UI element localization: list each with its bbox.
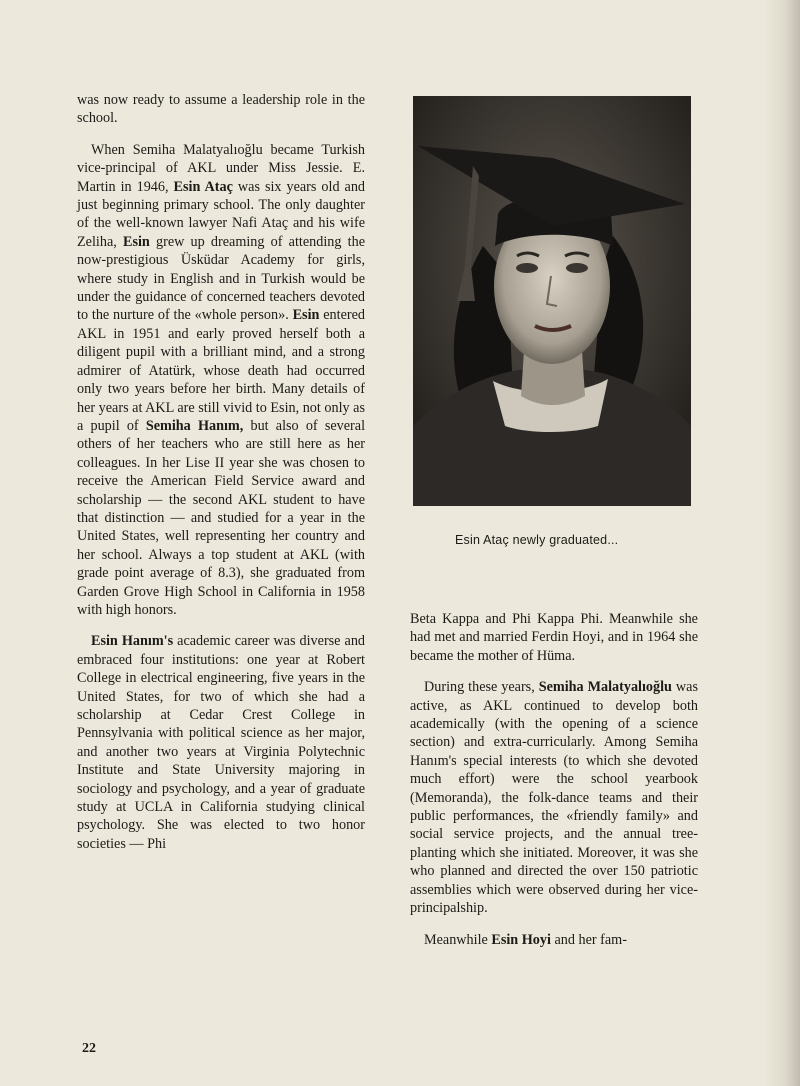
graduation-portrait-image [413,96,691,506]
paragraph-academic-career: Esin Hanım's academic career was diverse and embraced four institutions: one year at Robert College in electrical engineering, five years in the United States, for two of which she had a scholarship at Cedar Crest College in Pennsylvania with political science as her major, and another two years at Virginia Polytechnic Institute and State University majoring in sociology and psychology, and a year of graduate study at UCLA in California studying clinical psychology. She was elected to two honor societies — Phi [77,633,366,852]
page-number: 22 [82,1041,96,1056]
right-text-column [410,610,698,962]
paragraph-continuation: was now ready to assume a leadership role in the school. [77,92,365,127]
page-edge-shadow [764,0,800,1086]
graduation-photo [413,96,691,506]
paragraph-honor-societies: Beta Kappa and Phi Kappa Phi. Meanwhile she had met and married Ferdin Hoyi, and in 1964 she became the mother of Hüma. [410,611,698,664]
paragraph-meanwhile: Meanwhile Esin Hoyi and her fam- [424,931,627,948]
paragraph-vice-principal-years: During these years, Semiha Malatyalıoğlu was active, as AKL continued to develop both academically (with the opening of a science section) and extra-curricularly. Among Semiha Hanım's special interests (to which she devoted much effort) were the school yearbook (Memoranda), the folk-dance teams and their public performances, the «friendly family» and social service projects, and the annual tree-planting which she initiated. Moreover, it was she who planned and directed the over 150 patriotic assemblies which were observed during her vice-principalship. [410,679,698,917]
left-text-column [77,91,365,866]
paragraph-semiha-esin: When Semiha Malatyalıoğlu became Turkish vice-principal of AKL under Miss Jessie. E. Martin in 1946, Esin Ataç was six years old and just beginning primary school. The only daughter of the well-known lawyer Nafi Ataç and his wife Zeliha, Esin grew up dreaming of attending the now-prestigious Üsküdar Academy for girls, where study in English and in Turkish would be under the guidance of concerned teachers devoted to the nurture of the «whole person». Esin entered AKL in 1951 and early proved herself both a diligent pupil with a brilliant mind, and a strong admirer of Atatürk, whose death had occurred only two years before her birth. Many details of her years at AKL are still vivid to Esin, not only as a pupil of Semiha Hanım, but also of several others of her teachers who are still here as her colleagues. In her Lise II year she was chosen to receive the American Field Service award and scholarship — the second AKL student to have that distinction — and studied for a year in the United States, well representing her country and her school. Always a top student at AKL (with grade point average of 8.3), she graduated from Garden Grove High School in California in 1958 with high honors. [77,141,366,618]
photo-caption: Esin Ataç newly graduated... [455,533,619,547]
